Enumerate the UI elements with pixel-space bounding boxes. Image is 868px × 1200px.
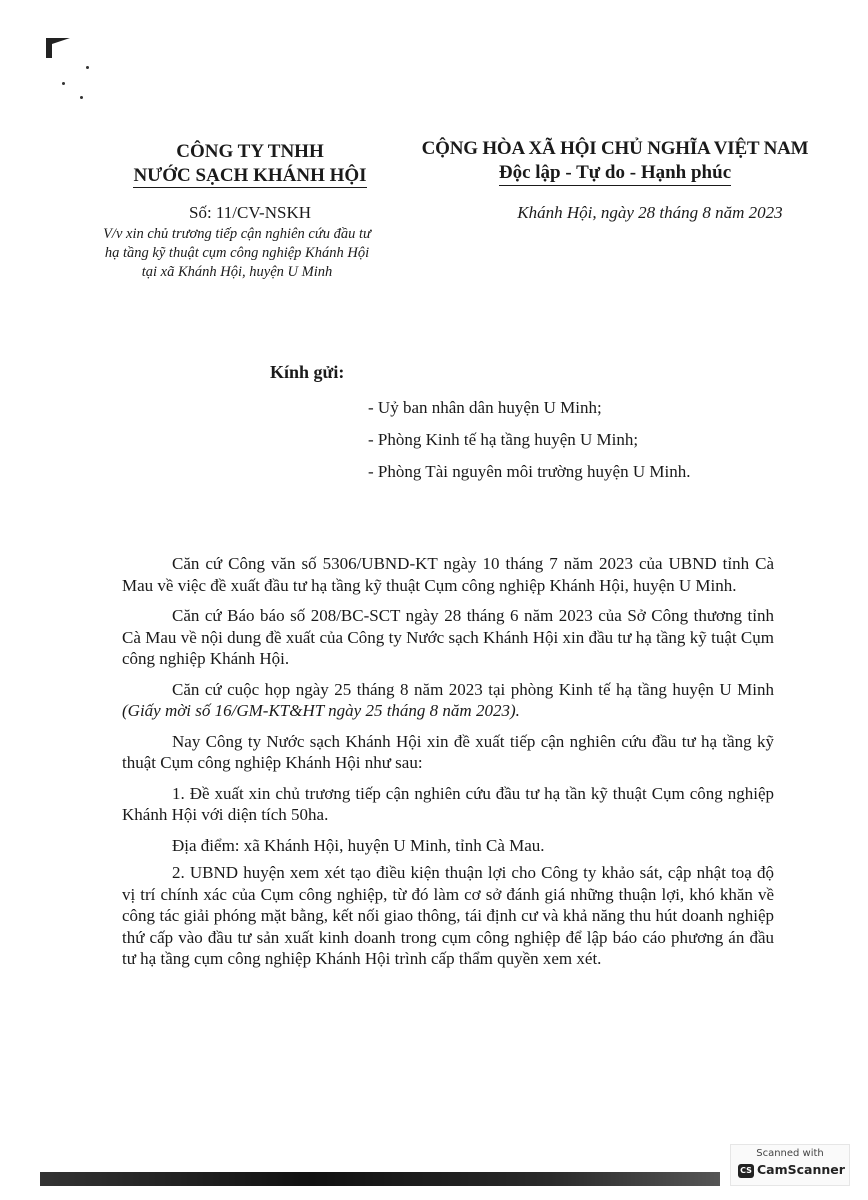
scan-artifact-dot bbox=[86, 66, 89, 69]
national-motto: Độc lập - Tự do - Hạnh phúc bbox=[400, 161, 830, 185]
scan-artifact-dot bbox=[80, 96, 83, 99]
body-paragraph: 1. Đề xuất xin chủ trương tiếp cận nghiên cứu đầu tư hạ tần kỹ thuật Cụm công nghiệp Khánh Hội với diện tích 50ha. bbox=[122, 783, 774, 824]
scan-artifact-dot bbox=[62, 82, 65, 85]
body-paragraph: Căn cứ cuộc họp ngày 25 tháng 8 năm 2023 tại phòng Kinh tế hạ tầng huyện U Minh (Giấy mời số 16/GM-KT&HT ngày 25 tháng 8 năm 2023). bbox=[122, 679, 774, 720]
recipient-item: - Phòng Tài nguyên môi trường huyện U Minh. bbox=[368, 462, 691, 481]
nation-title: CỘNG HÒA XÃ HỘI CHỦ NGHĨA VIỆT NAM bbox=[421, 138, 809, 159]
document-subject bbox=[72, 225, 402, 282]
company-name-line2: NƯỚC SẠCH KHÁNH HỘI bbox=[133, 165, 367, 186]
watermark-caption: Scanned with bbox=[756, 1148, 824, 1159]
body-paragraph: 2. UBND huyện xem xét tạo điều kiện thuận lợi cho Công ty khảo sát, cập nhật toạ độ vị trí chính xác của Cụm công nghiệp, từ đó làm cơ sở đánh giá những thuận lợi, khó khăn về công tác giải phóng mặt bằng, kết nối giao thông, tái định cư và khả năng thu hút doanh nghiệp thứ cấp vào đầu tư sản xuất kinh doanh trong cụm công nghiệp để lập báo cáo phương án đầu tư hạ tầng cụm công nghiệp Khánh Hội trình cấp thẩm quyền xem xét. bbox=[122, 863, 774, 968]
subject-line: V/v xin chủ trương tiếp cận nghiên cứu đầu tư bbox=[103, 226, 371, 242]
place-date: Khánh Hội, ngày 28 tháng 8 năm 2023 bbox=[517, 203, 783, 222]
body-paragraph: Nay Công ty Nước sạch Khánh Hội xin đề xuất tiếp cận nghiên cứu đầu tư hạ tầng kỹ thuật Cụm công nghiệp Khánh Hội như sau: bbox=[122, 731, 774, 772]
recipient-item: - Uỷ ban nhân dân huyện U Minh; bbox=[368, 398, 602, 417]
letter-body bbox=[122, 553, 774, 979]
camscanner-watermark bbox=[730, 1144, 850, 1186]
national-header bbox=[400, 137, 830, 185]
recipient-item: - Phòng Kinh tế hạ tầng huyện U Minh; bbox=[368, 430, 639, 449]
body-paragraph: Căn cứ Công văn số 5306/UBND-KT ngày 10 tháng 7 năm 2023 của UBND tỉnh Cà Mau về việc đề xuất đầu tư hạ tầng kỹ thuật Cụm công nghiệp Khánh Hội, huyện U Minh. bbox=[122, 554, 774, 595]
greeting: Kính gửi: bbox=[270, 362, 345, 382]
body-paragraph: Căn cứ Báo báo số 208/BC-SCT ngày 28 tháng 6 năm 2023 của Sở Công thương tỉnh Cà Mau về nội dung đề xuất của Công ty Nước sạch Khánh Hội xin đầu tư hạ tầng kỹ tuật Cụm công nghiệp Khánh Hội. bbox=[122, 606, 774, 668]
recipient-list bbox=[368, 395, 690, 491]
camscanner-logo-icon: CS bbox=[738, 1164, 754, 1178]
body-paragraph: Địa điểm: xã Khánh Hội, huyện U Minh, tỉnh Cà Mau. bbox=[172, 835, 545, 855]
watermark-app-name: CamScanner bbox=[757, 1162, 845, 1177]
scan-artifact-mark bbox=[46, 38, 52, 58]
company-name-line1: CÔNG TY TNHH bbox=[176, 141, 324, 162]
subject-line: hạ tầng kỹ thuật cụm công nghiệp Khánh Hội bbox=[104, 245, 370, 261]
subject-line: tại xã Khánh Hội, huyện U Minh bbox=[141, 264, 333, 280]
document-number: Số: 11/CV-NSKH bbox=[188, 203, 312, 222]
scan-edge-shadow bbox=[40, 1172, 720, 1186]
company-header bbox=[100, 140, 400, 188]
